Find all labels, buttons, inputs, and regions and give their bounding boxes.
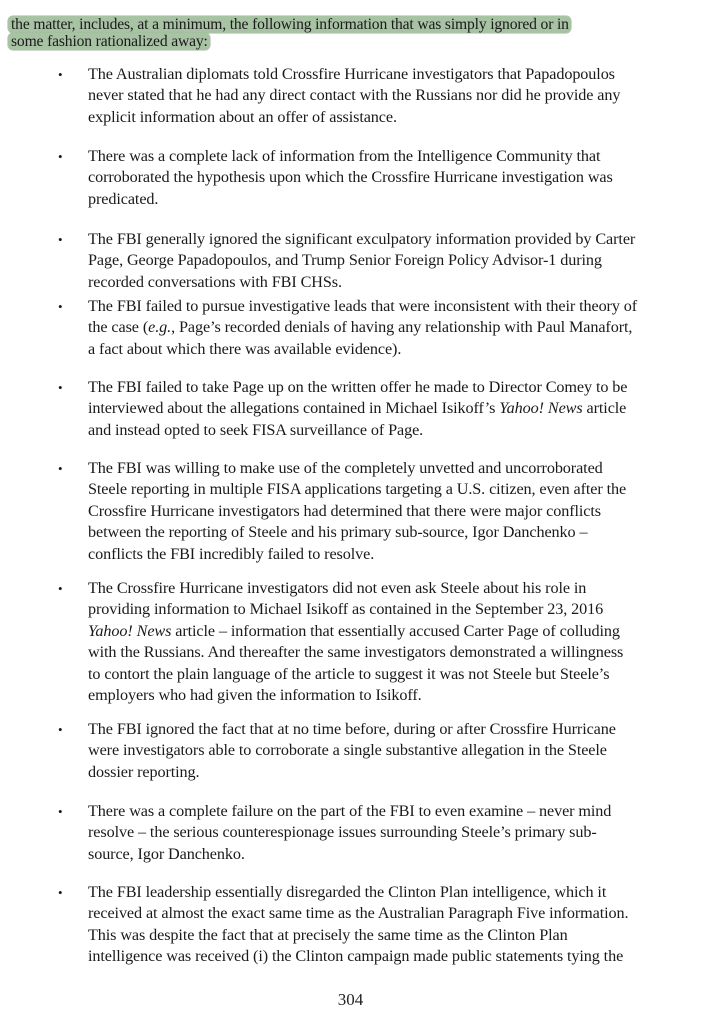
text-segment: The FBI failed to take Page up on the written offer he made to Director Comey to be [88,378,628,396]
highlighted-text [8,16,571,33]
bullet-icon: • [58,67,63,82]
italic-text: Yahoo! News [88,621,172,640]
text-line [88,600,603,618]
list-item-text [88,377,678,441]
text-line [88,686,422,704]
list-item [58,801,678,865]
text-line [88,297,637,315]
bullet-icon: • [58,885,63,900]
list-item-text [88,146,678,210]
bullet-icon: • [58,804,63,819]
list-item [58,296,678,360]
text-line: The FBI was willing to make use of the completely unvetted and uncorroborated [88,459,603,477]
bullet-icon: • [58,380,63,395]
text-line: intelligence was received (i) the Clinton campaign made public statements tying the [88,947,624,966]
list-item [58,578,678,706]
text-line [88,399,626,417]
list-item-text [88,229,678,293]
page-number: 304 [337,990,364,1009]
text-line: were investigators able to corroborate a single substantive allegation in the Steele [88,741,607,760]
bullet-icon: • [58,722,63,737]
list-item-text [88,64,678,128]
list-item [58,882,678,968]
bullet-icon: • [58,232,63,247]
text-line: The FBI leadership essentially disregarded the Clinton Plan intelligence, which it [88,883,607,901]
list-item-text [88,578,678,706]
intro-line-1: the matter, includes, at a minimum, the following information that was simply ignored or in [11,16,569,33]
text-line: corroborated the hypothesis upon which the Crossfire Hurricane investigation was [88,168,613,187]
text-segment: and instead opted to seek FISA surveillance of Page. [88,420,424,439]
list-item [58,458,678,565]
text-line: Steele reporting in multiple FISA applications targeting a U.S. citizen, even after the [88,480,627,499]
list-item-text [88,801,678,865]
bullet-icon: • [58,149,63,164]
text-segment: with the Russians. And thereafter the same investigators demonstrated a willingness [88,643,624,662]
bullet-icon: • [58,581,63,596]
text-line: The FBI ignored the fact that at no time before, during or after Crossfire Hurricane [88,720,616,738]
text-line [88,643,623,661]
text-line: Page, George Papadopoulos, and Trump Senior Foreign Policy Advisor-1 during [88,251,602,270]
text-line [88,421,423,439]
text-line: The FBI generally ignored the significant exculpatory information provided by Carter [88,230,636,248]
list-item [58,64,678,128]
text-segment: the case ( [88,318,149,337]
text-line: predicated. [88,189,159,208]
bullet-icon: • [58,461,63,476]
intro-line-2: some fashion rationalized away: [11,33,208,50]
text-line [88,340,401,358]
bullet-icon: • [58,299,63,314]
text-segment: The Crossfire Hurricane investigators did not even ask Steele about his role in [88,579,587,597]
text-line [88,622,620,640]
text-line: source, Igor Danchenko. [88,844,245,863]
text-segment: , Page’s recorded denials of having any relationship with Paul Manafort, [171,318,633,337]
text-segment: providing information to Michael Isikoff as contained in the September 23, 2016 [88,600,604,619]
text-line: explicit information about an offer of assistance. [88,107,397,126]
italic-text: e.g. [148,318,172,337]
text-line: recorded conversations with FBI CHSs. [88,272,342,291]
list-item-text [88,719,678,783]
italic-text: Yahoo! News [499,399,583,418]
text-line: The Australian diplomats told Crossfire Hurricane investigators that Papadopoulos [88,65,615,83]
list-item-text [88,882,678,968]
text-line: There was a complete lack of information from the Intelligence Community that [88,147,601,165]
text-segment: a fact about which there was available evidence). [88,339,402,358]
text-segment: to contort the plain language of the article to suggest it was not Steele but Steele’s [88,664,610,683]
text-line: between the reporting of Steele and his primary sub-source, Igor Danchenko – [88,523,588,542]
list-item-text [88,296,678,360]
text-line: conflicts the FBI incredibly failed to resolve. [88,544,375,563]
text-line: Crossfire Hurricane investigators had determined that there were major conflicts [88,501,601,520]
text-line: never stated that he had any direct contact with the Russians nor did he provide any [88,86,621,105]
text-segment: article – information that essentially accused Carter Page of colluding [171,621,620,640]
highlighted-text [8,33,210,50]
text-line [88,665,609,683]
list-item [58,377,678,441]
text-segment: interviewed about the allegations contained in Michael Isikoff’s [88,399,500,418]
text-segment: The FBI failed to pursue investigative leads that were inconsistent with their theory of [88,297,638,315]
intro-paragraph [8,16,698,50]
list-item [58,719,678,783]
list-item-text [88,458,678,565]
text-segment: employers who had given the information to Isikoff. [88,686,422,705]
text-line: dossier reporting. [88,762,200,781]
list-item [58,229,678,293]
text-line: There was a complete failure on the part of the FBI to even examine – never mind [88,802,612,820]
text-line: This was despite the fact that at precisely the same time as the Clinton Plan [88,925,568,944]
list-item [58,146,678,210]
text-line [88,318,632,336]
text-line: received at almost the exact same time as the Australian Paragraph Five information. [88,904,629,923]
text-line: resolve – the serious counterespionage issues surrounding Steele’s primary sub- [88,823,597,842]
text-line [88,579,586,597]
text-line [88,378,627,396]
text-segment: article [582,399,627,418]
